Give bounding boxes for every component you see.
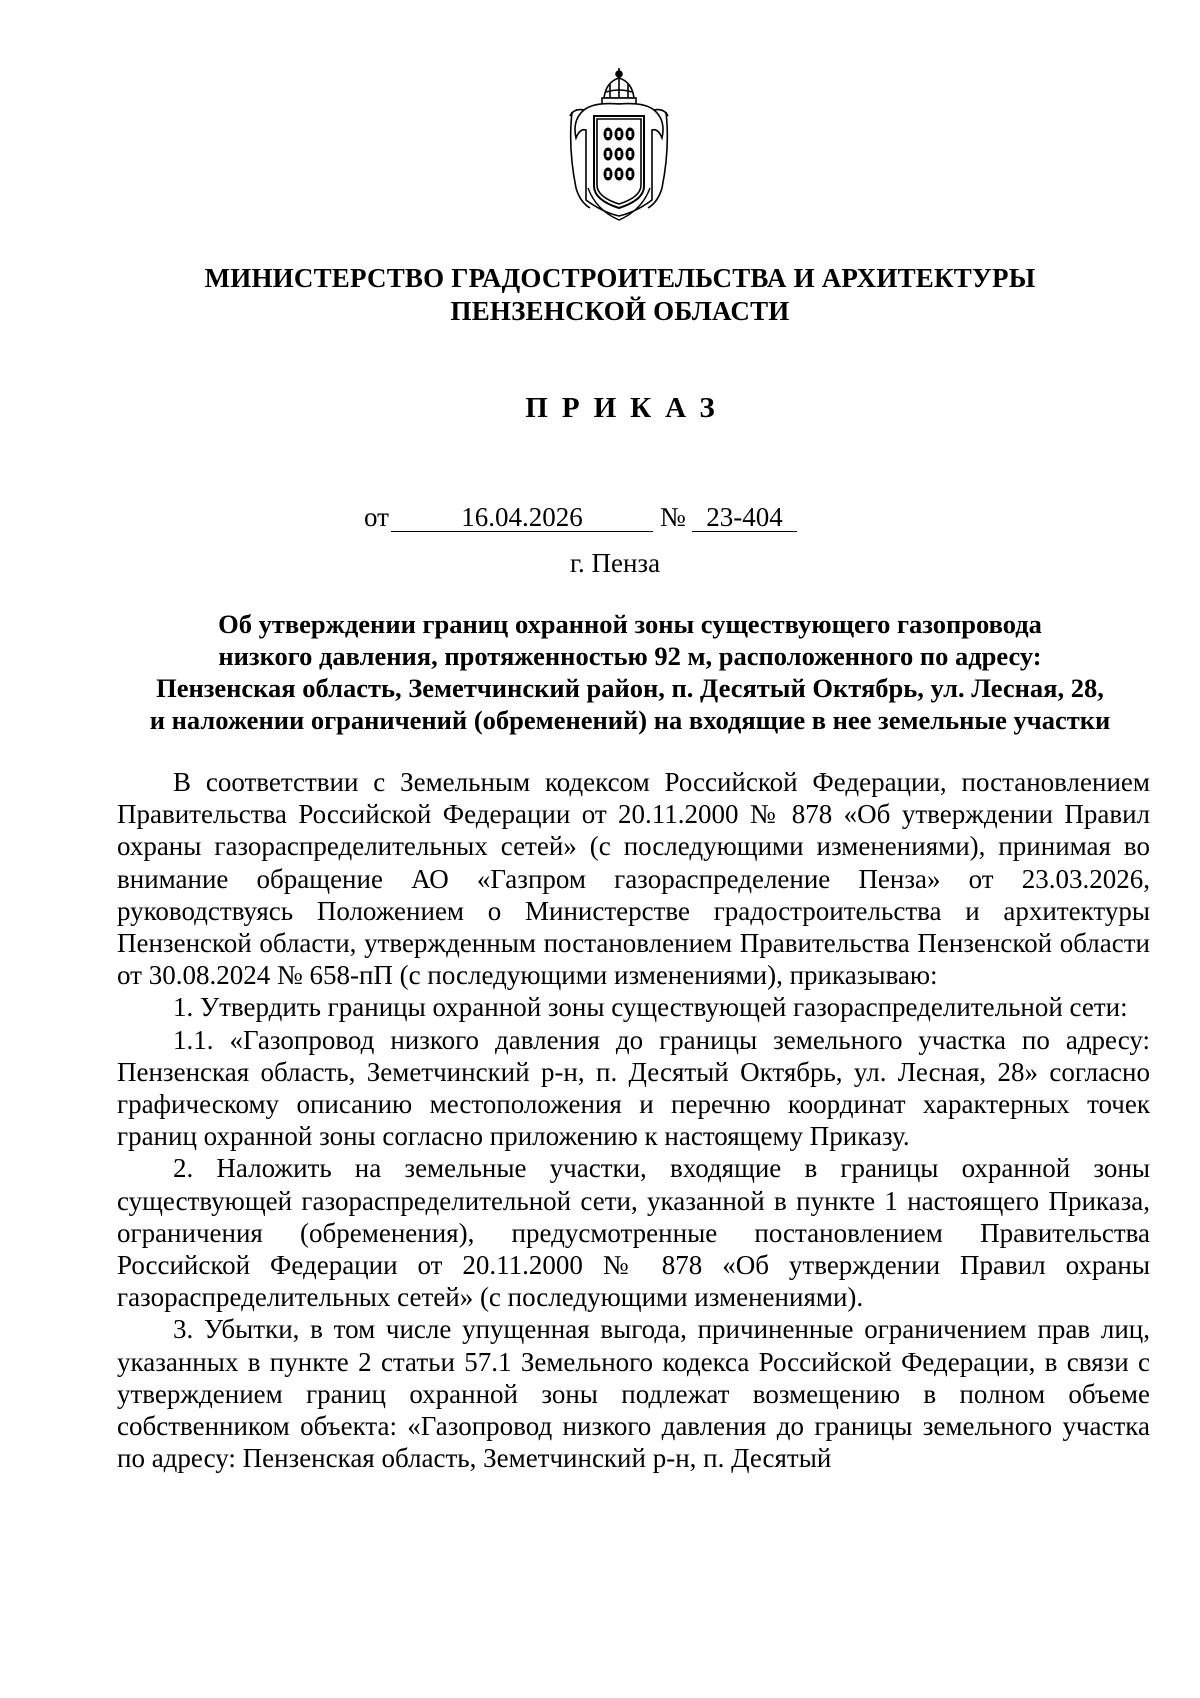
date-prefix: от (364, 502, 389, 532)
subject-line4: и наложении ограничений (обременений) на входящие в нее земельные участки (149, 705, 1111, 735)
subject-line1: Об утверждении границ охранной зоны существующего газопровода (218, 609, 1042, 639)
ministry-name (100, 262, 1140, 328)
body-paragraph-item-3: 3. Убытки, в том числе упущенная выгода, причиненные ограничением прав лиц, указанных в пункте 2 статьи 57.1 Земельного кодекса Российской Федерации, в связи с утверждением границ охранной зоны подлежат возмещению в полном объеме собственником объекта: «Газопровод низкого давления до границы земельного участка по адресу: Пензенская область, Земетчинский р-н, п. Десятый (117, 1314, 1150, 1474)
subject-line2: низкого давления, протяженностью 92 м, расположенного по адресу: (218, 641, 1042, 671)
order-title: ПРИКАЗ (525, 392, 729, 424)
order-date: 16.04.2026 (391, 500, 653, 532)
body-paragraph-preamble: В соответствии с Земельным кодексом Российской Федерации, постановлением Правительства Российской Федерации от 20.11.2000 № 878 «Об утверждении Правил охраны газораспределительных сетей» (с последующими изменениями), принимая во внимание обращение АО «Газпром газораспределение Пенза» от 23.03.2026, руководствуясь Положением о Министерстве градостроительства и архитектуры Пензенской области, утвержденным постановлением Правительства Пензенской области от 30.08.2024 № 658-пП (с последующими изменениями), приказываю: (117, 767, 1150, 991)
body-paragraph-item-2: 2. Наложить на земельные участки, входящие в границы охранной зоны существующей газораспределительной сети, указанной в пункте 1 настоящего Приказа, ограничения (обременения), предусмотренные постановлением Правительства Российской Федерации от 20.11.2000 № 878 «Об утверждении Правил охраны газораспределительных сетей» (с последующими изменениями). (117, 1153, 1150, 1313)
subject-line3: Пензенская область, Земетчинский район, п. Десятый Октябрь, ул. Лесная, 28, (156, 673, 1104, 703)
number-prefix: № (660, 502, 686, 532)
order-city: г. Пенза (569, 548, 661, 578)
coat-of-arms-icon (566, 68, 672, 223)
ministry-name-line2: ПЕНЗЕНСКОЙ ОБЛАСТИ (450, 296, 790, 326)
order-subject (110, 608, 1150, 736)
body-paragraph-item-1: 1. Утвердить границы охранной зоны существующей газораспределительной сети: (173, 992, 1128, 1023)
body-paragraph-item-1-1: 1.1. «Газопровод низкого давления до границы земельного участка по адресу: Пензенская область, Земетчинский р-н, п. Десятый Октябрь, ул. Лесная, 28» согласно графическому описанию местоположения и перечню координат характерных точек границ охранной зоны согласно приложению к настоящему Приказу. (117, 1024, 1150, 1152)
ministry-name-line1: МИНИСТЕРСТВО ГРАДОСТРОИТЕЛЬСТВА И АРХИТЕКТУРЫ (204, 263, 1036, 293)
order-body (117, 766, 1150, 1474)
order-number: 23-404 (692, 500, 797, 532)
order-date-number-line (0, 500, 1200, 534)
